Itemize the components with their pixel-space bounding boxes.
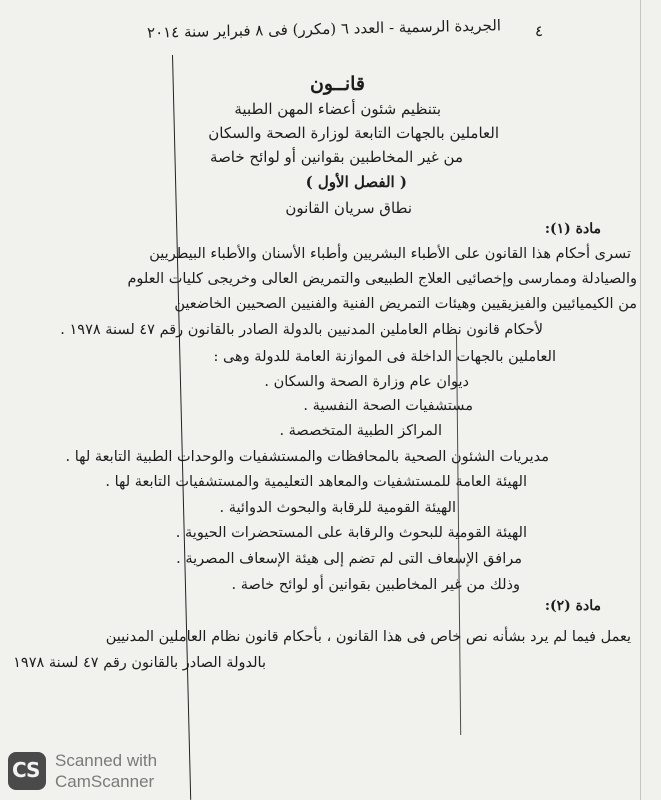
article-1-line-2: والصيادلة وممارسى وإخصائيى العلاج الطبيعى والتمريض العالى وخريجى كليات العلوم: [127, 271, 637, 287]
article-1-line-1: تسرى أحكام هذا القانون على الأطباء البشريين وأطباء الأسنان والأطباء البيطريين: [149, 246, 631, 262]
list-item: مستشفيات الصحة النفسية .: [303, 398, 473, 414]
fold-line-left: [172, 55, 191, 800]
subtitle-line-1: بتنظيم شئون أعضاء المهن الطبية: [234, 100, 441, 118]
article-1-line-3: من الكيميائيين والفيزيقيين وهيئات التمريض الفنية والفنيين الصحيين الخاضعين: [174, 296, 637, 312]
watermark-line-2: CamScanner: [55, 772, 155, 791]
list-item: مديريات الشئون الصحية بالمحافظات والمستشفيات والوحدات الطبية التابعة لها .: [65, 449, 549, 465]
page-edge-right: [640, 0, 641, 800]
list-item: ديوان عام وزارة الصحة والسكان .: [264, 374, 469, 390]
watermark-line-1: Scanned with: [55, 751, 158, 770]
law-title: قانــون: [309, 73, 365, 95]
article-1-heading: مادة (١):: [544, 221, 601, 237]
section-heading: نطاق سريان القانون: [285, 199, 412, 217]
list-item: الهيئة العامة للمستشفيات والمعاهد التعليمية والمستشفيات التابعة لها .: [105, 474, 527, 490]
chapter-heading: ( الفصل الأول ): [305, 173, 407, 191]
article-1-line-5: العاملين بالجهات الداخلة فى الموازنة العامة للدولة وهى :: [213, 349, 556, 365]
list-item: الهيئة القومية للبحوث والرقابة على المستحضرات الحيوية .: [175, 525, 527, 541]
article-1-line-4: لأحكام قانون نظام العاملين المدنيين بالدولة الصادر بالقانون رقم ٤٧ لسنة ١٩٧٨ .: [60, 322, 543, 338]
list-item: وذلك من غير المخاطبين بقوانين أو لوائح خاصة .: [231, 577, 520, 593]
gazette-header: الجريدة الرسمية - العدد ٦ (مكرر) فى ٨ فبراير سنة ٢٠١٤: [146, 16, 502, 42]
subtitle-line-2: العاملين بالجهات التابعة لوزارة الصحة والسكان: [208, 124, 499, 142]
article-2-line-1: يعمل فيما لم يرد بشأنه نص خاص فى هذا القانون ، بأحكام قانون نظام العاملين المدنيين: [105, 629, 631, 645]
list-item: الهيئة القومية للرقابة والبحوث الدوائية .: [219, 500, 456, 516]
subtitle-line-3: من غير المخاطبين بقوانين أو لوائح خاصة: [210, 148, 463, 166]
article-2-line-2: بالدولة الصادر بالقانون رقم ٤٧ لسنة ١٩٧٨: [13, 655, 266, 671]
list-item: المراكز الطبية المتخصصة .: [279, 423, 442, 439]
camscanner-logo-text: CS: [12, 758, 40, 782]
page-number: ٤: [534, 22, 543, 40]
article-2-heading: مادة (٢):: [544, 598, 601, 614]
camscanner-logo-icon: [8, 752, 46, 790]
list-item: مرافق الإسعاف التى لم تضم إلى هيئة الإسعاف المصرية .: [176, 551, 522, 567]
